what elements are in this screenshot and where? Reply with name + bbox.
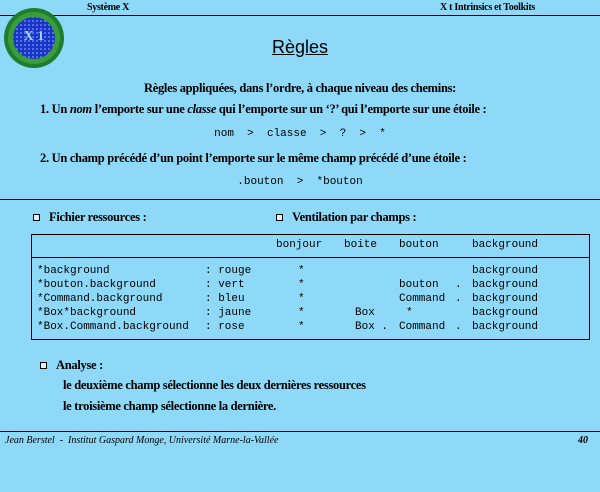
ventilation-cell: Command <box>399 321 446 333</box>
footer-rule <box>0 431 600 432</box>
rule-1-text-a: Un <box>51 102 67 116</box>
ventilation-cell: * <box>406 307 413 319</box>
intro-text: Règles appliquées, dans l’ordre, à chaque niveau des chemins: <box>143 81 457 95</box>
rule-1-classe: classe <box>187 102 217 116</box>
ventilation-cell: . <box>455 293 462 305</box>
ventilation-cell: * <box>298 321 305 333</box>
rule-2-number: 2. <box>40 151 49 165</box>
ventilation-cell: . <box>455 279 462 291</box>
rule-1-number: 1. <box>40 102 49 116</box>
header-right-title: X t Intrinsics et Toolkits <box>440 2 535 13</box>
bullet-icon <box>276 214 283 221</box>
ventilation-cell: background <box>472 321 539 333</box>
ventilation-cell: background <box>472 293 539 305</box>
rule-1-text-b: l’emporte sur une <box>94 102 185 116</box>
page-number: 40 <box>578 435 588 446</box>
rule-1-example: nom > classe > ? > * <box>214 128 386 140</box>
ventilation-cell: background <box>472 307 539 319</box>
ventilation-cell: * <box>298 293 305 305</box>
bullet-icon <box>33 214 40 221</box>
column-header: bouton <box>399 239 439 251</box>
ventilation-cell: * <box>298 307 305 319</box>
resource-name: *bouton.background <box>37 279 156 291</box>
right-panel-heading: Ventilation par champs : <box>292 210 417 224</box>
header-rule <box>0 15 600 16</box>
resource-value: : jaune <box>205 307 252 319</box>
rule-1-text-c: qui l’emporte sur un ‘?’ qui l’emporte sur une étoile : <box>218 102 487 116</box>
ventilation-cell: Command <box>399 293 446 305</box>
analyse-label: Analyse : <box>56 358 103 372</box>
resource-value: : rose <box>205 321 245 333</box>
ventilation-cell: * <box>298 265 305 277</box>
header-left-title: Système X <box>87 2 130 13</box>
logo-text: X 1 <box>23 29 45 44</box>
column-header: bonjour <box>276 239 323 251</box>
resource-value: : vert <box>205 279 245 291</box>
rule-1 <box>40 102 486 117</box>
bullet-icon <box>40 362 47 369</box>
column-header: background <box>472 239 539 251</box>
resources-box-separator <box>31 257 590 258</box>
slide-title: Règles <box>271 37 329 57</box>
analyse-line-1: le deuxième champ sélectionne les deux dernières ressources <box>63 378 366 392</box>
ventilation-cell: Box . <box>355 321 389 333</box>
left-panel-heading: Fichier ressources : <box>49 210 147 224</box>
ventilation-cell: Box <box>355 307 375 319</box>
resource-value: : bleu <box>205 293 245 305</box>
rule-2 <box>40 151 466 166</box>
ventilation-cell: bouton <box>399 279 439 291</box>
ventilation-cell: . <box>455 321 462 333</box>
ventilation-cell: background <box>472 265 539 277</box>
resource-name: *Command.background <box>37 293 163 305</box>
column-header: boite <box>344 239 378 251</box>
resource-value: : rouge <box>205 265 252 277</box>
resource-name: *Box*background <box>37 307 137 319</box>
resource-name: *Box.Command.background <box>37 321 189 333</box>
analyse-line-2: le troisième champ sélectionne la dernière. <box>63 399 276 413</box>
ventilation-cell: background <box>472 279 539 291</box>
rule-2-text: Un champ précédé d’un point l’emporte sur le même champ précédé d’une étoile : <box>51 151 467 165</box>
section-divider <box>0 199 600 200</box>
footer-author: Jean Berstel - Institut Gaspard Monge, Université Marne-la-Vallée <box>5 435 279 446</box>
ventilation-cell: * <box>298 279 305 291</box>
resource-name: *background <box>37 265 110 277</box>
rule-1-nom: nom <box>69 102 92 116</box>
rule-2-example: .bouton > *bouton <box>237 176 363 188</box>
